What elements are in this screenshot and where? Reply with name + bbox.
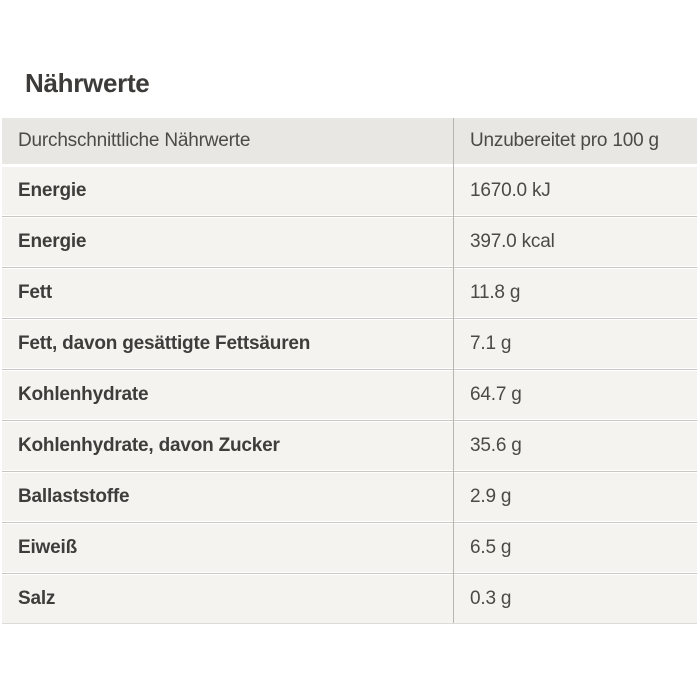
header-col-nutrients: Durchschnittliche Nährwerte	[18, 130, 251, 151]
row-value: 0.3 g	[470, 588, 512, 609]
row-label: Salz	[18, 588, 56, 609]
row-value: 2.9 g	[470, 486, 512, 507]
row-separator	[2, 267, 697, 268]
table-row-energie-kcal	[2, 218, 697, 266]
table-row-kohlenhydrate	[2, 371, 697, 419]
row-label: Fett, davon gesättigte Fettsäuren	[18, 333, 311, 354]
row-value: 397.0 kcal	[470, 231, 555, 252]
header-col-per-100g: Unzubereitet pro 100 g	[470, 130, 659, 151]
table-row-eiweiss	[2, 524, 697, 572]
row-value: 35.6 g	[470, 435, 522, 456]
row-separator	[2, 318, 697, 319]
row-label: Ballaststoffe	[18, 486, 130, 507]
nutrition-table	[2, 118, 697, 624]
row-label: Fett	[18, 282, 53, 303]
page-title: Nährwerte	[25, 68, 150, 98]
row-separator	[2, 420, 697, 421]
table-row-zucker	[2, 422, 697, 470]
table-row-fett	[2, 269, 697, 317]
table-header-row	[2, 118, 697, 164]
row-separator	[2, 471, 697, 472]
row-label: Eiweiß	[18, 537, 77, 558]
row-value: 7.1 g	[470, 333, 512, 354]
row-label: Kohlenhydrate, davon Zucker	[18, 435, 280, 456]
row-separator	[2, 216, 697, 217]
row-value: 6.5 g	[470, 537, 512, 558]
table-row-gesaettigte-fettsaeuren	[2, 320, 697, 368]
row-label: Energie	[18, 180, 87, 201]
row-label: Kohlenhydrate	[18, 384, 149, 405]
row-value: 64.7 g	[470, 384, 522, 405]
table-row-energie-kj	[2, 167, 697, 215]
table-row-salz	[2, 575, 697, 623]
table-row-ballaststoffe	[2, 473, 697, 521]
column-divider	[453, 118, 454, 623]
row-separator	[2, 522, 697, 523]
row-separator	[2, 369, 697, 370]
row-label: Energie	[18, 231, 87, 252]
row-separator	[2, 573, 697, 574]
row-value: 11.8 g	[470, 282, 521, 303]
row-value: 1670.0 kJ	[470, 180, 551, 201]
